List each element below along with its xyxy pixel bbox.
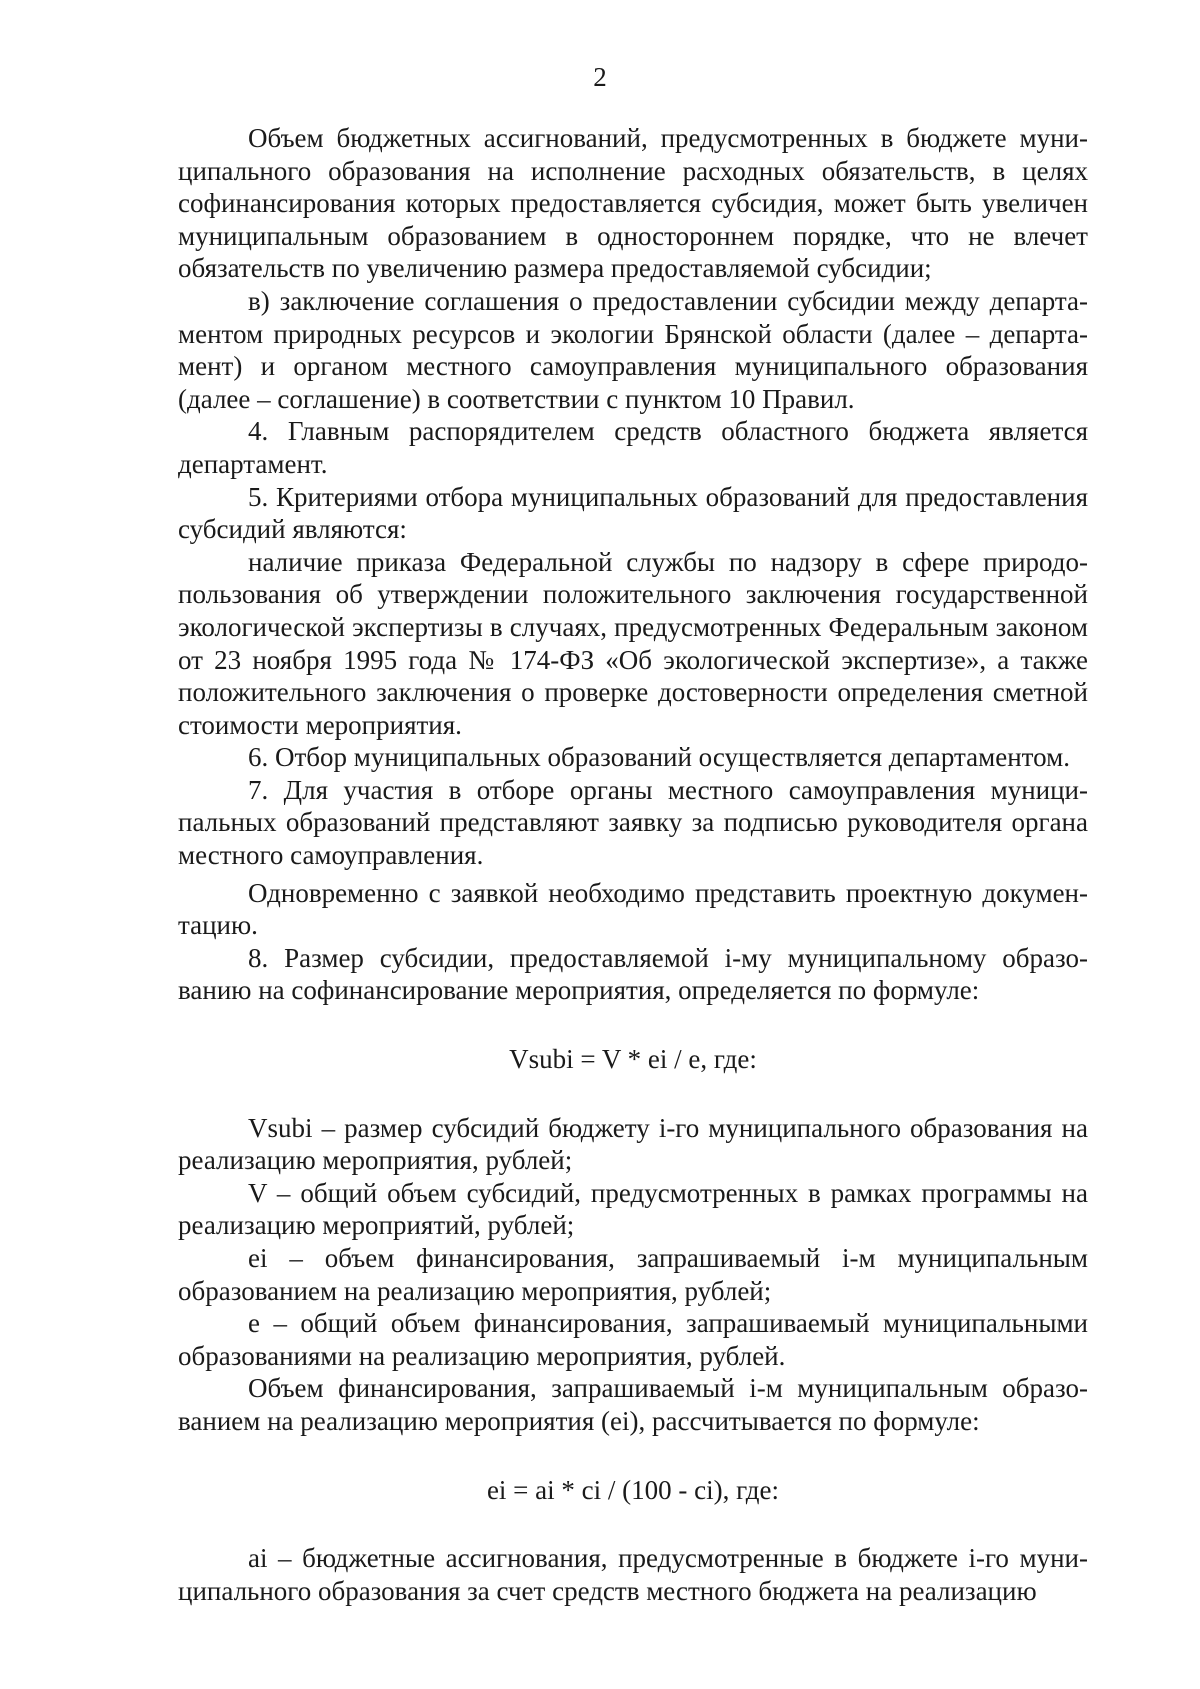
paragraph-item-7: 7. Для участия в отборе органы местного самоуправления муниципальных образований представляют заявку за подписью руководителя органа местного самоуправления. bbox=[178, 774, 1088, 871]
paragraph-item-5: 5. Критериями отбора муниципальных образований для предоставления субсидий являются: bbox=[178, 481, 1088, 545]
paragraph-item-8: 8. Размер субсидии, предоставляемой i-му муниципальному образованию на софинансирование мероприятия, определяется по формуле: bbox=[178, 942, 1088, 1006]
paragraph-financing-volume: Объем финансирования, запрашиваемый i-м муниципальным образованием на реализацию мероприятия (ei), рассчитывается по формуле: bbox=[178, 1373, 1088, 1436]
paragraph-budget-allocation: Объем бюджетных ассигнований, предусмотренных в бюджете муниципального образования на исполнение расходных обязательств, в целях софинансирования которых предоставляется субсидия, может быть увеличен муниципальным образованием в одностороннем порядке, что не влечет обязательств по увеличению размера предоставляемой субсидии; bbox=[178, 123, 1088, 284]
document-body bbox=[178, 122, 1088, 1607]
formula-subsidy: Vsubi = V * ei / e, где: bbox=[509, 1044, 757, 1075]
paragraph-item-v-agreement: в) заключение соглашения о предоставлении субсидии между департаментом природных ресурсов и экологии Брянской области (далее – департамент) и органом местного самоуправления муниципального образования (далее – соглашение) в соответствии с пунктом 10 Правил. bbox=[178, 285, 1088, 414]
paragraph-item-4: 4. Главным распорядителем средств областного бюджета является департамент. bbox=[178, 416, 1088, 479]
definition-vsubi: Vsubi – размер субсидий бюджету i-го муниципального образования на реализацию мероприятия, рублей; bbox=[178, 1112, 1088, 1176]
formula-financing: ei = ai * ci / (100 - ci), где: bbox=[486, 1474, 780, 1505]
paragraph-criteria: наличие приказа Федеральной службы по надзору в сфере природопользования об утверждении положительного заключения государственной экологической экспертизы в случаях, предусмотренных Федеральным законом от 23 ноября 1995 года № 174-ФЗ «Об экологической экспертизе», а также положительного заключения о проверке достоверности определения сметной стоимости мероприятия. bbox=[178, 546, 1088, 740]
definition-ei: ei – объем финансирования, запрашиваемый i-м муниципальным образованием на реализацию мероприятия, рублей; bbox=[178, 1243, 1088, 1306]
definition-e: e – общий объем финансирования, запрашиваемый муниципальными образованиями на реализацию мероприятия, рублей. bbox=[178, 1308, 1088, 1371]
paragraph-item-6: 6. Отбор муниципальных образований осуществляется департаментом. bbox=[248, 742, 1070, 773]
paragraph-project-docs: Одновременно с заявкой необходимо представить проектную документацию. bbox=[178, 877, 1088, 941]
definition-ai: ai – бюджетные ассигнования, предусмотренные в бюджете i-го муниципального образования за счет средств местного бюджета на реализацию bbox=[178, 1543, 1088, 1606]
page-number: 2 bbox=[593, 62, 607, 92]
definition-v: V – общий объем субсидий, предусмотренных в рамках программы на реализацию мероприятий, рублей; bbox=[178, 1177, 1088, 1241]
